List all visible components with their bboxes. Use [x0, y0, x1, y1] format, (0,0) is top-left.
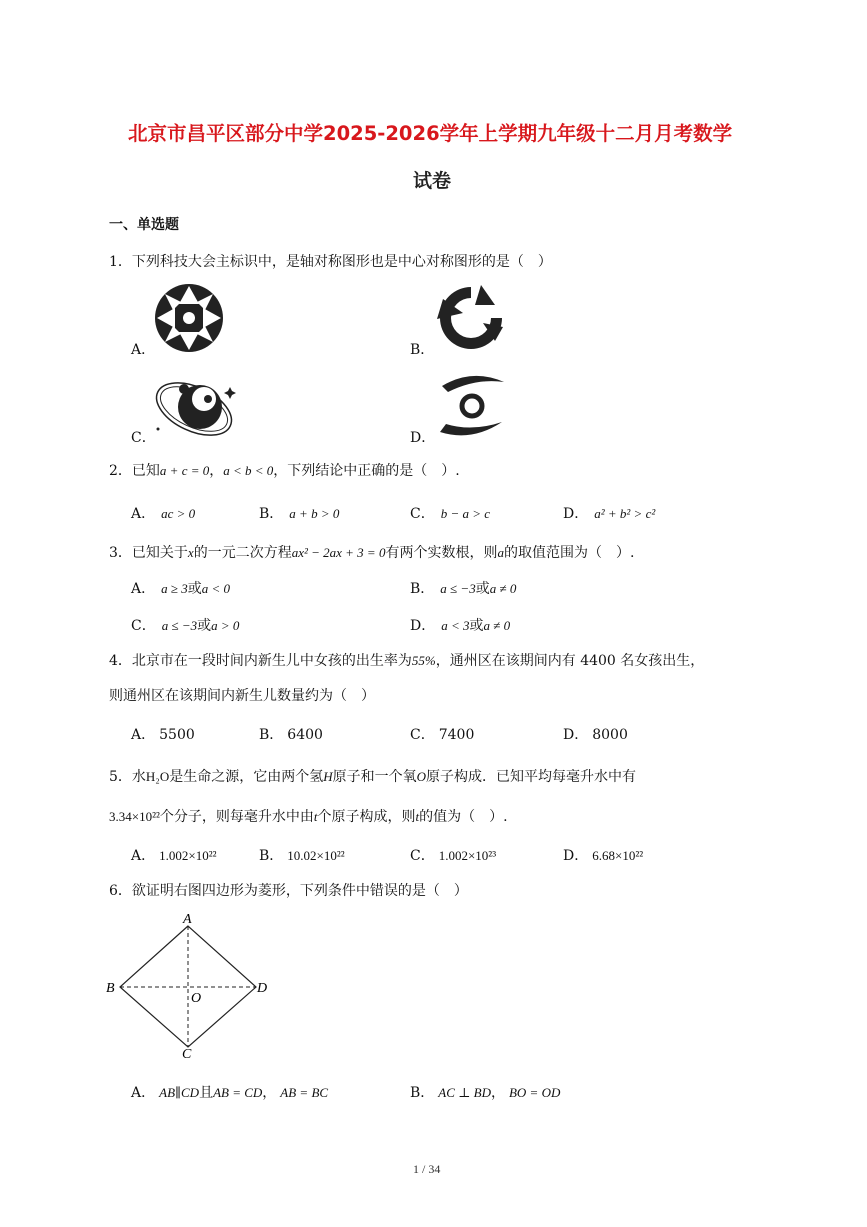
question-5-stem-line2: 3.34×10²²个分子，则每毫升水中由t个原子构成，则t的值为（ ）.	[109, 809, 508, 825]
math-expr: a < b < 0	[223, 463, 274, 478]
q3-option-a: A． a ≥ 3或a < 0	[131, 581, 231, 597]
q4-option-a: A． 5500	[131, 727, 195, 743]
section-heading: 一、单选题	[109, 217, 179, 233]
q3-option-d: D． a < 3或a ≠ 0	[410, 618, 511, 634]
q1-logo-b-icon	[433, 283, 509, 353]
q5-option-b: B． 10.02×10²²	[259, 848, 345, 864]
point-o-label: O	[191, 991, 202, 1006]
question-4-stem-line2: 则通州区在该期间内新生儿数量约为（ ）	[109, 688, 375, 704]
question-6-stem: 6．欲证明右图四边形为菱形，下列条件中错误的是（ ）	[109, 883, 468, 899]
question-1-stem: 1．下列科技大会主标识中，是轴对称图形也是中心对称图形的是（ ）	[109, 254, 552, 270]
question-4-stem-line1: 4．北京市在一段时间内新生儿中女孩的出生率为55%，通州区在该期间内有 4400 名女孩出生，	[109, 653, 705, 669]
q1-option-c-label: C．	[131, 430, 156, 446]
q5-option-a: A． 1.002×10²²	[131, 848, 217, 864]
page-title: 北京市昌平区部分中学2025-2026学年上学期九年级十二月月考数学	[128, 122, 733, 145]
q5-option-c: C． 1.002×10²³	[410, 848, 497, 864]
point-c-label: C	[182, 1047, 192, 1062]
q5-option-d: D． 6.68×10²²	[563, 848, 644, 864]
math-expr: a + c = 0	[159, 463, 210, 478]
rhombus-diagram	[100, 912, 280, 1062]
q1-logo-d-icon	[436, 372, 508, 440]
q2-option-b: B． a + b > 0	[259, 506, 340, 522]
q2-option-d: D． a² + b² > c²	[563, 506, 656, 522]
q1-logo-a-icon	[153, 282, 225, 354]
q4-option-d: D． 8000	[563, 727, 628, 743]
point-b-label: B	[106, 981, 115, 996]
question-3-stem: 3．已知关于x的一元二次方程ax² − 2ax + 3 = 0有两个实数根，则a的取值范围为（ ）.	[109, 545, 635, 561]
q1-option-d-label: D．	[410, 430, 436, 446]
q3-option-b: B． a ≤ −3或a ≠ 0	[410, 581, 517, 597]
page-number: 1 / 34	[413, 1162, 441, 1176]
q4-option-c: C． 7400	[410, 727, 475, 743]
question-2-stem: 2．已知a + c = 0，a < b < 0，下列结论中正确的是（ ）.	[109, 463, 460, 479]
q1-option-b-label: B．	[410, 342, 435, 358]
question-5-stem-line1: 5．水H₂O是生命之源，它由两个氢H原子和一个氧O原子构成．已知平均每毫升水中有	[109, 769, 637, 785]
point-d-label: D	[257, 981, 268, 996]
page-title-line2: 试卷	[413, 170, 452, 192]
q1-logo-c-icon	[150, 369, 240, 441]
q1-option-a-label: A．	[131, 342, 156, 358]
q2-option-c: C． b − a > c	[410, 506, 491, 522]
q6-option-a: A． AB∥CD且AB = CD， AB = BC	[131, 1085, 329, 1101]
q3-option-c: C． a ≤ −3或a > 0	[131, 618, 240, 634]
q6-option-b: B． AC ⊥ BD， BO = OD	[410, 1085, 561, 1101]
q2-option-a: A． ac > 0	[131, 506, 196, 522]
point-a-label: A	[183, 912, 192, 927]
q4-option-b: B． 6400	[259, 727, 323, 743]
